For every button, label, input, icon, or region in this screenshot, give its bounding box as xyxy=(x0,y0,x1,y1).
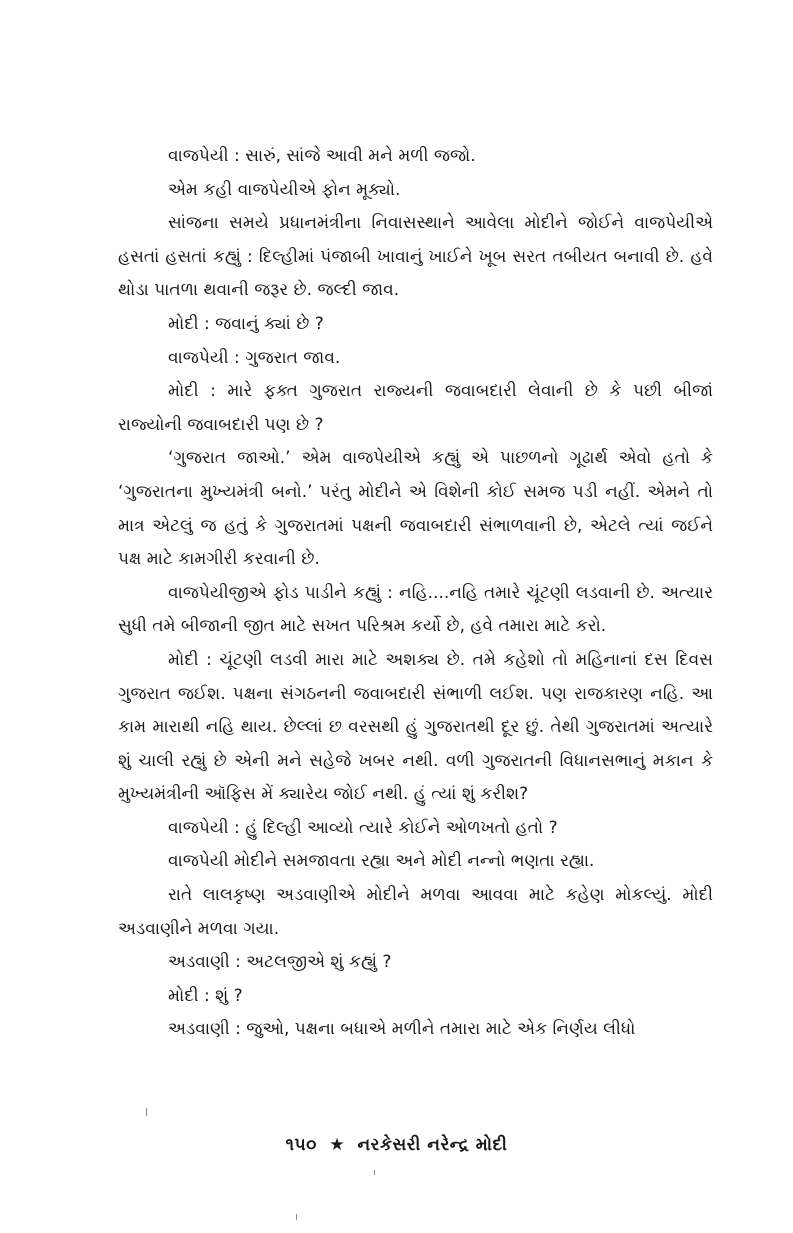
page-number: ૧૫૦ xyxy=(285,1135,317,1155)
paragraph: ‘ગુજરાત જાઓ.’ એમ વાજપેયીએ કહ્યું એ પાછળનો ગૂઢાર્થ એવો હતો કે ‘ગુજરાતના મુખ્યમંત્રી બનો.’ પરંતુ મોદીને એ વિશેની કોઈ સમજ પડી નહીં. એમને તો માત્ર એટલું જ હતું કે ગુજરાતમાં પક્ષની જવાબદારી સંભાળવાની છે, એટલે ત્યાં જઈને પક્ષ માટે કામગીરી કરવાની છે. xyxy=(118,448,713,570)
scan-speck xyxy=(296,1214,297,1220)
paragraph: વાજપેયીજીએ ફોડ પાડીને કહ્યું : નહિ....નહિ તમારે ચૂંટણી લડવાની છે. અત્યાર સુધી તમે બીજાની જીત માટે સખત પરિશ્રમ કર્યો છે, હવે તમારા માટે કરો. xyxy=(118,582,713,637)
paragraph: મોદી : જવાનું ક્યાં છે ? xyxy=(168,313,324,334)
paragraph: વાજપેયી : ગુજરાત જાવ. xyxy=(168,347,341,368)
paragraph: સાંજના સમયે પ્રધાનમંત્રીના નિવાસસ્થાને આવેલા મોદીને જોઈને વાજપેયીએ હસતાં હસતાં કહ્યું : દિલ્હીમાં પંજાબી ખાવાનું ખાઈને ખૂબ સરત તબીયત બનાવી છે. હવે થોડા પાતળા થવાની જરૂર છે. જલ્દી જાવ. xyxy=(118,213,713,301)
paragraph: વાજપેયી : સારું, સાંજે આવી મને મળી જજો. xyxy=(168,146,476,166)
body-text xyxy=(118,140,713,1047)
paragraph: વાજપેયી : હું દિલ્હી આવ્યો ત્યારે કોઈને ઓળખતો હતો ? xyxy=(168,817,558,838)
paragraph: મોદી : શું ? xyxy=(168,985,243,1006)
paragraph: અડવાણી : અટલજીએ શું કહ્યું ? xyxy=(168,952,392,973)
paragraph: મોદી : ચૂંટણી લડવી મારા માટે અશક્ય છે. તમે કહેશો તો મહિનાનાં દસ દિવસ ગુજરાત જઈશ. પક્ષના સંગઠનની જવાબદારી સંભાળી લઈશ. પણ રાજકારણ નહિ. આ કામ મારાથી નહિ થાય. છેલ્લાં છ વરસથી હું ગુજરાતથી દૂર છું. તેથી ગુજરાતમાં અત્યારે શું ચાલી રહ્યું છે એની મને સહેજે ખબર નથી. વળી ગુજરાતની વિધાનસભાનું મકાન કે મુખ્યમંત્રીની ઑફિસ મેં ક્યારેય જોઈ નથી. હું ત્યાં શું કરીશ? xyxy=(118,649,713,805)
paragraph: એમ કહી વાજપેયીએ ફોન મૂક્યો. xyxy=(168,179,401,200)
scan-speck xyxy=(146,1108,147,1116)
paragraph: મોદી : મારે ફક્ત ગુજરાત રાજ્યની જવાબદારી લેવાની છે કે પછી બીજાં રાજ્યોની જવાબદારી પણ છે ? xyxy=(118,381,713,435)
paragraph: વાજપેયી મોદીને સમજાવતા રહ્યા અને મોદી નન્નો ભણતા રહ્યા. xyxy=(168,851,595,872)
paragraph: રાતે લાલકૃષ્ણ અડવાણીએ મોદીને મળવા આવવા માટે કહેણ મોકલ્યું. મોદી અડવાણીને મળવા ગયા. xyxy=(118,885,713,939)
book-title: નરકેસરી નરેન્દ્ર મોદી xyxy=(357,1135,508,1155)
star-separator: ★ xyxy=(329,1135,346,1155)
scan-speck xyxy=(374,1170,375,1175)
page-footer xyxy=(0,1135,793,1155)
paragraph: અડવાણી : જુઓ, પક્ષના બધાએ મળીને તમારા માટે એક નિર્ણય લીધો xyxy=(168,1019,636,1040)
